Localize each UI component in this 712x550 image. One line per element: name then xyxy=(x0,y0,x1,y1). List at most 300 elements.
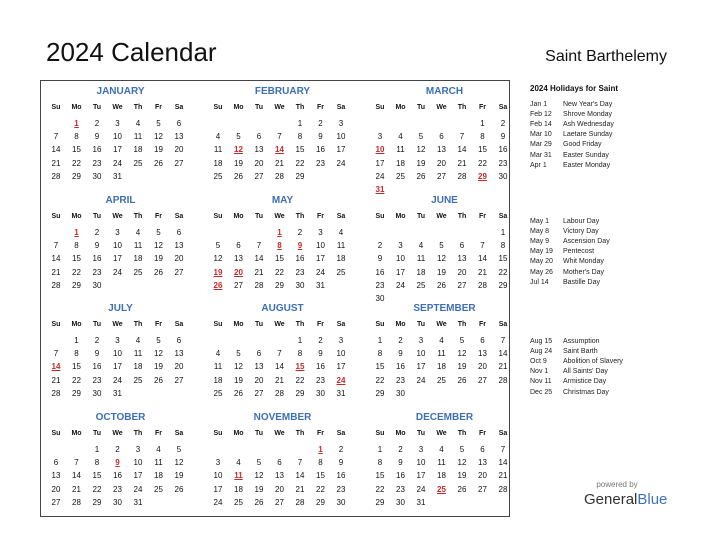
day-cell: 11 xyxy=(437,458,446,468)
holiday-name: Easter Monday xyxy=(563,161,611,169)
day-cell: 23 xyxy=(316,375,325,385)
day-cell: 16 xyxy=(295,254,305,264)
day-cell: 11 xyxy=(437,349,446,359)
day-cell: 18 xyxy=(213,375,223,385)
weekday-label: Tu xyxy=(416,213,426,220)
day-cell: 14 xyxy=(478,254,487,264)
month-title: DECEMBER xyxy=(415,412,474,423)
day-cell: 12 xyxy=(213,254,223,264)
day-cell: 11 xyxy=(133,241,143,251)
day-cell: 2 xyxy=(338,445,344,454)
month-june xyxy=(370,195,530,303)
weekday-label: Fr xyxy=(317,321,324,328)
day-cell: 27 xyxy=(437,171,446,181)
weekday-label: Su xyxy=(51,104,61,111)
calendar-grid xyxy=(40,80,510,517)
day-cell: 23 xyxy=(375,280,385,290)
weekday-label: Tu xyxy=(416,430,426,437)
day-cell: 22 xyxy=(295,375,305,385)
holiday-date: Mar 29 xyxy=(530,141,552,149)
day-cell: 8 xyxy=(297,132,303,142)
day-cell: 27 xyxy=(234,280,243,290)
day-cell: 14 xyxy=(295,471,305,481)
day-cell: 15 xyxy=(275,254,284,264)
day-cell: 5 xyxy=(439,241,444,251)
generalblue-logo[interactable] xyxy=(584,491,667,509)
day-cell: 18 xyxy=(213,158,223,168)
day-cell: 21 xyxy=(51,267,61,277)
day-cell: 23 xyxy=(92,267,102,277)
weekday-label: Mo xyxy=(395,213,406,220)
day-cell: 26 xyxy=(174,484,184,494)
day-cell: 17 xyxy=(316,254,325,264)
holiday-day-cell: 9 xyxy=(115,458,120,468)
day-cell: 8 xyxy=(74,349,79,359)
holiday-date: May 26 xyxy=(530,268,553,276)
month-february xyxy=(208,86,368,191)
day-cell: 22 xyxy=(295,158,305,168)
weekday-label: Th xyxy=(457,430,467,437)
day-cell: 4 xyxy=(338,228,344,237)
day-cell: 7 xyxy=(277,349,282,359)
day-cell: 10 xyxy=(416,349,426,359)
holiday-date: Mar 31 xyxy=(530,151,552,159)
day-cell: 15 xyxy=(375,471,385,481)
day-cell: 10 xyxy=(316,241,325,251)
weekday-label: Mo xyxy=(71,104,82,111)
holiday-list-item xyxy=(530,227,599,237)
weekday-label: Th xyxy=(295,213,305,220)
day-cell: 22 xyxy=(72,158,81,168)
weekday-label: Sa xyxy=(336,321,346,328)
weekday-label: Tu xyxy=(92,321,102,328)
holiday-date: May 1 xyxy=(530,218,550,225)
weekday-label: Mo xyxy=(395,321,406,328)
weekday-label: We xyxy=(112,321,123,328)
day-cell: 8 xyxy=(297,349,303,359)
day-cell: 24 xyxy=(113,375,122,385)
day-cell: 14 xyxy=(51,145,61,155)
day-cell: 7 xyxy=(500,336,506,345)
weekday-label: Su xyxy=(213,321,223,328)
day-cell: 30 xyxy=(92,280,102,290)
weekday-label: Sa xyxy=(498,213,508,220)
day-cell: 13 xyxy=(174,132,184,142)
day-cell: 2 xyxy=(398,336,403,345)
holiday-list-item xyxy=(530,100,612,110)
day-cell: 17 xyxy=(416,362,426,372)
weekday-label: Tu xyxy=(254,104,264,111)
day-cell: 3 xyxy=(418,336,424,345)
holiday-day-cell: 29 xyxy=(478,171,487,181)
day-cell: 31 xyxy=(336,388,346,398)
day-cell: 26 xyxy=(254,497,264,507)
day-cell: 23 xyxy=(92,375,102,385)
holiday-list-item xyxy=(530,217,599,227)
day-cell: 11 xyxy=(133,132,143,142)
holiday-day-cell: 1 xyxy=(74,228,79,237)
day-cell: 15 xyxy=(72,145,81,155)
day-cell: 27 xyxy=(174,158,184,168)
day-cell: 9 xyxy=(398,458,403,468)
day-cell: 25 xyxy=(133,158,143,168)
day-cell: 23 xyxy=(295,267,305,277)
day-cell: 25 xyxy=(437,375,446,385)
day-cell: 19 xyxy=(437,267,446,277)
day-cell: 7 xyxy=(500,445,506,454)
month-march xyxy=(370,86,530,194)
day-cell: 16 xyxy=(113,471,122,481)
day-cell: 25 xyxy=(133,267,143,277)
day-cell: 20 xyxy=(275,484,284,494)
holiday-name: Abolition of Slavery xyxy=(563,358,623,366)
day-cell: 11 xyxy=(416,254,426,264)
day-cell: 8 xyxy=(480,132,485,142)
day-cell: 26 xyxy=(154,158,163,168)
day-cell: 6 xyxy=(176,336,182,345)
day-cell: 24 xyxy=(133,484,143,494)
holiday-list-item xyxy=(530,337,600,347)
day-cell: 3 xyxy=(418,445,424,454)
day-cell: 17 xyxy=(336,362,346,372)
day-cell: 2 xyxy=(297,228,303,237)
day-cell: 19 xyxy=(234,375,243,385)
day-cell: 9 xyxy=(94,241,100,251)
day-cell: 1 xyxy=(377,336,383,345)
weekday-label: Fr xyxy=(317,104,324,111)
day-cell: 14 xyxy=(498,349,508,359)
day-cell: 8 xyxy=(74,132,79,142)
day-cell: 24 xyxy=(416,484,426,494)
day-cell: 17 xyxy=(416,471,426,481)
day-cell: 14 xyxy=(498,458,508,468)
day-cell: 3 xyxy=(115,228,120,237)
holidays-title: 2024 Holidays for Saint xyxy=(530,84,619,93)
day-cell: 21 xyxy=(51,375,61,385)
day-cell: 13 xyxy=(174,241,184,251)
day-cell: 16 xyxy=(316,145,325,155)
day-cell: 8 xyxy=(377,458,383,468)
weekday-label: We xyxy=(274,104,285,111)
holiday-name: Laetare Sunday xyxy=(563,131,613,139)
day-cell: 22 xyxy=(375,484,385,494)
day-cell: 19 xyxy=(416,158,426,168)
day-cell: 21 xyxy=(498,471,508,481)
day-cell: 9 xyxy=(318,349,323,359)
day-cell: 4 xyxy=(215,349,221,359)
day-cell: 12 xyxy=(234,362,243,372)
weekday-label: Mo xyxy=(395,430,406,437)
day-cell: 19 xyxy=(234,158,243,168)
day-cell: 15 xyxy=(316,471,325,481)
day-cell: 26 xyxy=(437,280,446,290)
day-cell: 28 xyxy=(295,497,305,507)
day-cell: 2 xyxy=(94,228,100,237)
holiday-name: Labour Day xyxy=(563,218,600,225)
holiday-day-cell: 31 xyxy=(375,185,385,194)
day-cell: 4 xyxy=(398,132,403,142)
day-cell: 6 xyxy=(176,119,182,128)
day-cell: 15 xyxy=(72,254,81,264)
weekday-label: Th xyxy=(457,104,467,111)
day-cell: 9 xyxy=(94,349,100,359)
holiday-name: Victory Day xyxy=(563,228,599,236)
weekday-label: Mo xyxy=(71,213,82,220)
day-cell: 10 xyxy=(133,458,143,468)
holiday-list-item xyxy=(530,268,604,278)
day-cell: 12 xyxy=(174,458,184,468)
day-cell: 10 xyxy=(113,349,122,359)
holiday-date: Apr 1 xyxy=(530,161,547,169)
holiday-day-cell: 19 xyxy=(213,267,223,277)
weekday-label: Th xyxy=(457,321,467,328)
day-cell: 1 xyxy=(480,119,485,128)
month-november xyxy=(208,412,368,517)
day-cell: 18 xyxy=(336,254,346,264)
day-cell: 25 xyxy=(213,388,223,398)
day-cell: 6 xyxy=(480,445,485,454)
day-cell: 5 xyxy=(236,349,241,359)
day-cell: 9 xyxy=(500,132,506,142)
day-cell: 27 xyxy=(275,497,284,507)
day-cell: 5 xyxy=(418,132,424,142)
month-april xyxy=(46,195,206,300)
day-cell: 8 xyxy=(377,349,383,359)
holiday-day-cell: 10 xyxy=(375,145,385,155)
day-cell: 9 xyxy=(94,132,100,142)
day-cell: 13 xyxy=(254,362,264,372)
day-cell: 2 xyxy=(500,119,506,128)
day-cell: 19 xyxy=(457,362,467,372)
holiday-name: Pentecost xyxy=(563,248,595,256)
day-cell: 21 xyxy=(254,267,264,277)
month-title: AUGUST xyxy=(261,303,304,314)
day-cell: 25 xyxy=(336,267,346,277)
day-cell: 1 xyxy=(74,336,79,345)
day-cell: 17 xyxy=(113,145,122,155)
day-cell: 3 xyxy=(338,336,344,345)
weekday-label: Sa xyxy=(498,104,508,111)
day-cell: 12 xyxy=(437,254,446,264)
weekday-label: Fr xyxy=(479,213,486,220)
day-cell: 6 xyxy=(256,349,262,359)
day-cell: 16 xyxy=(92,362,102,372)
day-cell: 5 xyxy=(215,241,221,251)
day-cell: 12 xyxy=(457,458,467,468)
holiday-list-item xyxy=(530,247,594,257)
day-cell: 27 xyxy=(174,267,184,277)
weekday-label: Tu xyxy=(92,430,102,437)
day-cell: 3 xyxy=(135,445,141,454)
brand-general-text: General xyxy=(584,491,638,508)
weekday-label: Mo xyxy=(71,430,82,437)
day-cell: 24 xyxy=(316,267,325,277)
weekday-label: Su xyxy=(375,104,385,111)
day-cell: 3 xyxy=(115,119,120,128)
day-cell: 15 xyxy=(375,362,385,372)
holiday-list-item xyxy=(530,257,604,267)
holiday-date: Dec 25 xyxy=(530,388,553,396)
day-cell: 27 xyxy=(478,375,487,385)
weekday-label: Sa xyxy=(174,213,184,220)
day-cell: 28 xyxy=(498,375,508,385)
holiday-name: Christmas Day xyxy=(563,388,609,396)
day-cell: 16 xyxy=(375,267,385,277)
day-cell: 19 xyxy=(254,484,264,494)
day-cell: 4 xyxy=(156,445,161,454)
day-cell: 27 xyxy=(457,280,467,290)
day-cell: 18 xyxy=(154,471,163,481)
day-cell: 14 xyxy=(275,362,284,372)
day-cell: 17 xyxy=(113,362,122,372)
day-cell: 28 xyxy=(72,497,81,507)
month-title: SEPTEMBER xyxy=(413,303,476,314)
day-cell: 12 xyxy=(457,349,467,359)
day-cell: 7 xyxy=(256,241,262,251)
day-cell: 18 xyxy=(133,145,143,155)
day-cell: 6 xyxy=(176,228,182,237)
day-cell: 26 xyxy=(154,375,163,385)
day-cell: 11 xyxy=(336,241,346,251)
day-cell: 24 xyxy=(336,158,346,168)
day-cell: 19 xyxy=(174,471,184,481)
holiday-date: Nov 1 xyxy=(530,368,549,376)
month-title: MARCH xyxy=(425,86,464,97)
day-cell: 16 xyxy=(336,471,346,481)
day-cell: 14 xyxy=(72,471,81,481)
day-cell: 13 xyxy=(437,145,446,155)
day-cell: 9 xyxy=(338,458,344,468)
weekday-label: Fr xyxy=(155,430,162,437)
day-cell: 4 xyxy=(135,336,141,345)
month-july xyxy=(46,303,206,408)
holiday-date: Nov 11 xyxy=(530,378,552,386)
day-cell: 28 xyxy=(498,484,508,494)
day-cell: 2 xyxy=(377,241,383,251)
day-cell: 27 xyxy=(254,171,264,181)
day-cell: 30 xyxy=(396,388,405,398)
weekday-label: Mo xyxy=(71,321,82,328)
day-cell: 11 xyxy=(154,458,163,468)
day-cell: 31 xyxy=(416,497,426,507)
holiday-name: Whit Monday xyxy=(563,258,604,266)
day-cell: 15 xyxy=(72,362,81,372)
day-cell: 22 xyxy=(275,267,284,277)
day-cell: 5 xyxy=(156,228,161,237)
holiday-day-cell: 1 xyxy=(74,119,79,128)
day-cell: 31 xyxy=(113,171,122,181)
day-cell: 5 xyxy=(459,445,465,454)
day-cell: 7 xyxy=(74,458,79,468)
day-cell: 14 xyxy=(51,254,61,264)
weekday-label: Sa xyxy=(498,321,508,328)
holiday-name: Bastille Day xyxy=(563,278,600,286)
day-cell: 20 xyxy=(254,158,264,168)
day-cell: 17 xyxy=(375,158,385,168)
weekday-label: Su xyxy=(51,213,61,220)
day-cell: 29 xyxy=(375,388,385,398)
month-title: APRIL xyxy=(105,195,136,206)
day-cell: 4 xyxy=(236,458,241,468)
weekday-label: Sa xyxy=(336,213,346,220)
day-cell: 21 xyxy=(295,484,305,494)
day-cell: 14 xyxy=(457,145,467,155)
day-cell: 20 xyxy=(478,362,487,372)
day-cell: 4 xyxy=(135,119,141,128)
weekday-label: Fr xyxy=(317,430,324,437)
day-cell: 20 xyxy=(51,484,61,494)
day-cell: 24 xyxy=(375,171,385,181)
day-cell: 7 xyxy=(459,132,465,142)
day-cell: 25 xyxy=(133,375,143,385)
day-cell: 22 xyxy=(316,484,325,494)
holiday-day-cell: 20 xyxy=(234,267,243,277)
day-cell: 29 xyxy=(316,497,325,507)
day-cell: 26 xyxy=(234,171,243,181)
day-cell: 17 xyxy=(113,254,122,264)
weekday-label: We xyxy=(436,430,447,437)
holiday-name: New Year's Day xyxy=(563,101,613,108)
month-title: MAY xyxy=(271,195,294,206)
holiday-date: May 20 xyxy=(530,258,553,266)
day-cell: 8 xyxy=(94,458,100,468)
day-cell: 13 xyxy=(275,471,284,481)
day-cell: 29 xyxy=(275,280,284,290)
weekday-label: We xyxy=(436,104,447,111)
day-cell: 26 xyxy=(234,388,243,398)
day-cell: 29 xyxy=(295,171,305,181)
day-cell: 4 xyxy=(135,228,141,237)
day-cell: 16 xyxy=(92,254,102,264)
holiday-day-cell: 8 xyxy=(277,241,282,251)
day-cell: 6 xyxy=(53,458,59,468)
holiday-list-item xyxy=(530,278,600,288)
day-cell: 29 xyxy=(498,280,508,290)
weekday-label: Th xyxy=(295,321,305,328)
day-cell: 20 xyxy=(478,471,487,481)
weekday-label: Su xyxy=(213,104,223,111)
day-cell: 12 xyxy=(154,241,163,251)
day-cell: 8 xyxy=(318,458,323,468)
day-cell: 7 xyxy=(53,132,59,142)
day-cell: 9 xyxy=(318,132,323,142)
day-cell: 1 xyxy=(297,336,303,345)
day-cell: 5 xyxy=(256,458,262,468)
month-january xyxy=(46,86,206,191)
day-cell: 24 xyxy=(396,280,405,290)
month-title: JANUARY xyxy=(96,86,145,97)
holiday-day-cell: 11 xyxy=(234,471,243,481)
weekday-label: Mo xyxy=(233,213,244,220)
day-cell: 11 xyxy=(213,362,223,372)
weekday-label: We xyxy=(112,104,123,111)
weekday-label: Th xyxy=(133,321,143,328)
holiday-name: Good Friday xyxy=(563,141,602,149)
holiday-name: Easter Sunday xyxy=(563,151,609,159)
day-cell: 30 xyxy=(92,171,102,181)
weekday-label: Fr xyxy=(155,213,162,220)
weekday-label: Fr xyxy=(479,430,486,437)
weekday-label: Th xyxy=(295,430,305,437)
month-august xyxy=(208,303,368,408)
day-cell: 30 xyxy=(92,388,102,398)
holiday-name: Mother's Day xyxy=(563,268,605,276)
day-cell: 2 xyxy=(398,445,403,454)
day-cell: 22 xyxy=(478,158,487,168)
day-cell: 8 xyxy=(500,241,506,251)
day-cell: 10 xyxy=(336,349,346,359)
day-cell: 22 xyxy=(92,484,102,494)
